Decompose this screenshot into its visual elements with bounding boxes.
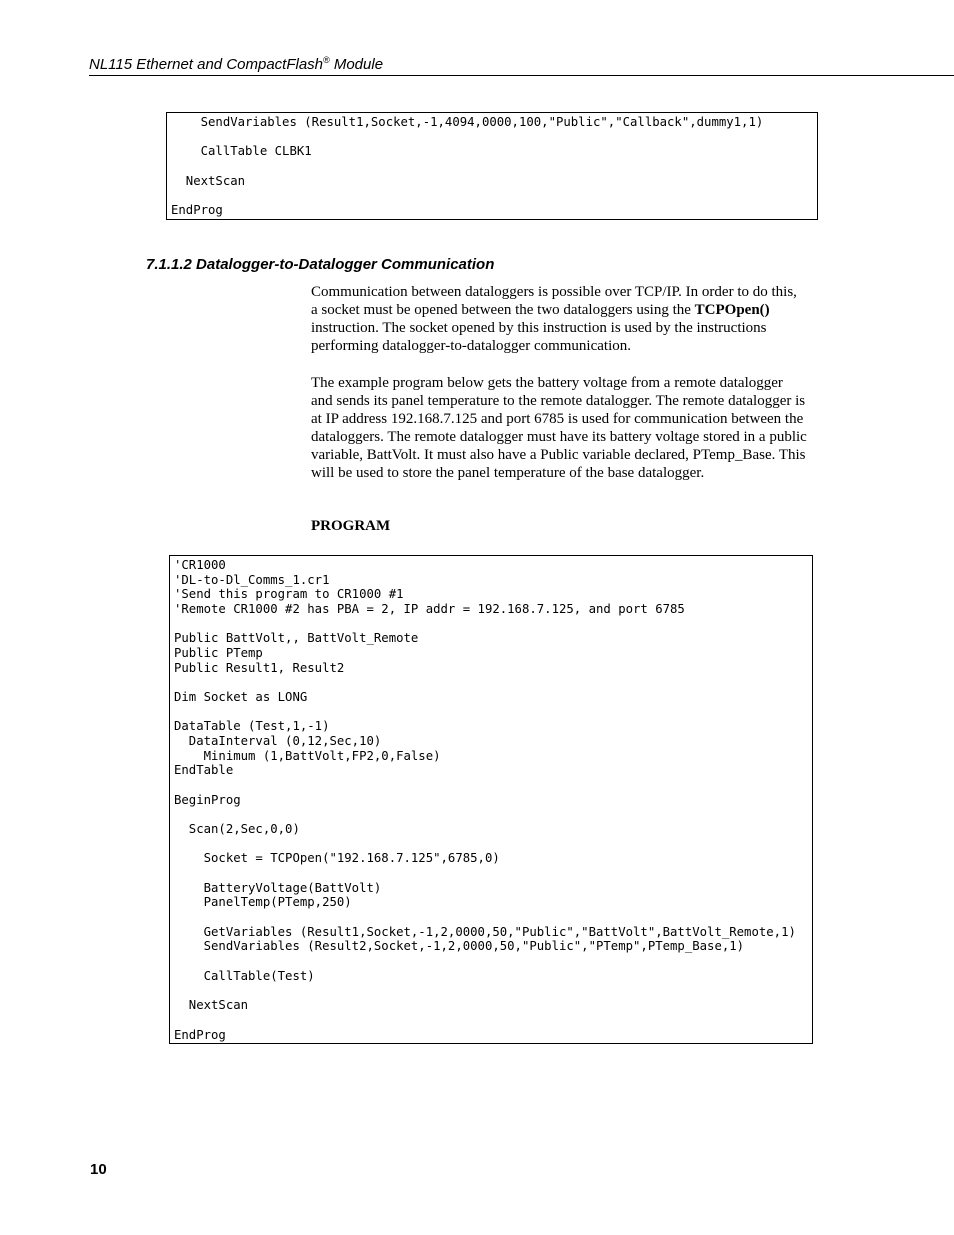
intro-text-end: instruction. The socket opened by this instruction is used by the instructions performing datalogger-to-datalogger communication. [311, 320, 767, 354]
code-line: SendVariables (Result1,Socket,-1,4094,0000,100,"Public","Callback",dummy1,1) [171, 115, 764, 129]
code-line: Public PTemp [174, 646, 263, 661]
code-line: 'Remote CR1000 #2 has PBA = 2, IP addr = 192.168.7.125, and port 6785 [174, 602, 685, 617]
code-line [174, 778, 808, 793]
code-line: 'CR1000 [174, 558, 226, 572]
code-line: Minimum (1,BattVolt,FP2,0,False) [174, 748, 441, 763]
code-line [174, 675, 808, 690]
code-line: PanelTemp(PTemp,250) [174, 895, 352, 910]
intro-text-start: Communication between dataloggers is possible over TCP/IP. In order to do this, a socket must be opened between the two dataloggers using the [311, 284, 797, 318]
page-number: 10 [90, 1161, 107, 1178]
code-line [174, 617, 808, 632]
code-line: EndTable [174, 763, 234, 778]
code-line: SendVariables (Result2,Socket,-1,2,0000,50,"Public","PTemp",PTemp_Base,1) [174, 939, 745, 954]
code-line: CallTable CLBK1 [171, 144, 312, 159]
code-block-continuation [166, 112, 818, 220]
code-line [171, 130, 813, 145]
intro-paragraph [311, 283, 807, 355]
code-line: DataInterval (0,12,Sec,10) [174, 734, 382, 749]
code-line: NextScan [174, 998, 249, 1013]
code-line: Public Result1, Result2 [174, 660, 345, 675]
code-line [174, 910, 808, 925]
code-line: CallTable(Test) [174, 968, 315, 983]
code-line: Dim Socket as LONG [174, 690, 308, 705]
code-line: GetVariables (Result1,Socket,-1,2,0000,50,"Public","BattVolt",BattVolt_Remote,1) [174, 924, 796, 939]
section-heading: 7.1.1.2 Datalogger-to-Datalogger Communication [146, 256, 495, 273]
example-description-paragraph: The example program below gets the battery voltage from a remote datalogger and sends its panel temperature to the remote datalogger. The remote datalogger is at IP address 192.168.7.125 and port 6785 is used for communication between the dataloggers. The remote datalogger must have its battery voltage stored in a public variable, BattVolt. It must also have a Public variable declared, PTemp_Base. This will be used to store the panel temperature of the base datalogger. [311, 375, 807, 481]
code-line: DataTable (Test,1,-1) [174, 719, 330, 734]
code-line [171, 159, 813, 174]
code-line: BeginProg [174, 792, 241, 807]
code-line: NextScan [171, 173, 246, 188]
code-line: Public BattVolt,, BattVolt_Remote [174, 631, 419, 646]
code-line [174, 705, 808, 720]
code-line [174, 954, 808, 969]
program-label: PROGRAM [311, 518, 391, 534]
code-line: EndProg [174, 1027, 226, 1042]
page-header [89, 55, 954, 76]
code-line: 'DL-to-Dl_Comms_1.cr1 [174, 572, 330, 587]
code-line [174, 807, 808, 822]
code-line [174, 837, 808, 852]
code-line: EndProg [171, 203, 223, 218]
code-line [174, 866, 808, 881]
code-line: Scan(2,Sec,0,0) [174, 822, 300, 837]
code-line [171, 188, 813, 203]
code-line [174, 983, 808, 998]
code-block-program [169, 555, 813, 1044]
code-line: Socket = TCPOpen("192.168.7.125",6785,0) [174, 851, 500, 866]
registered-mark: ® [323, 55, 330, 65]
code-line: BatteryVoltage(BattVolt) [174, 880, 382, 895]
code-line: 'Send this program to CR1000 #1 [174, 587, 404, 602]
instruction-name: TCPOpen() [694, 302, 770, 318]
header-title-tail: Module [329, 56, 384, 73]
header-title: NL115 Ethernet and CompactFlash [89, 56, 324, 73]
code-line [174, 1013, 808, 1028]
